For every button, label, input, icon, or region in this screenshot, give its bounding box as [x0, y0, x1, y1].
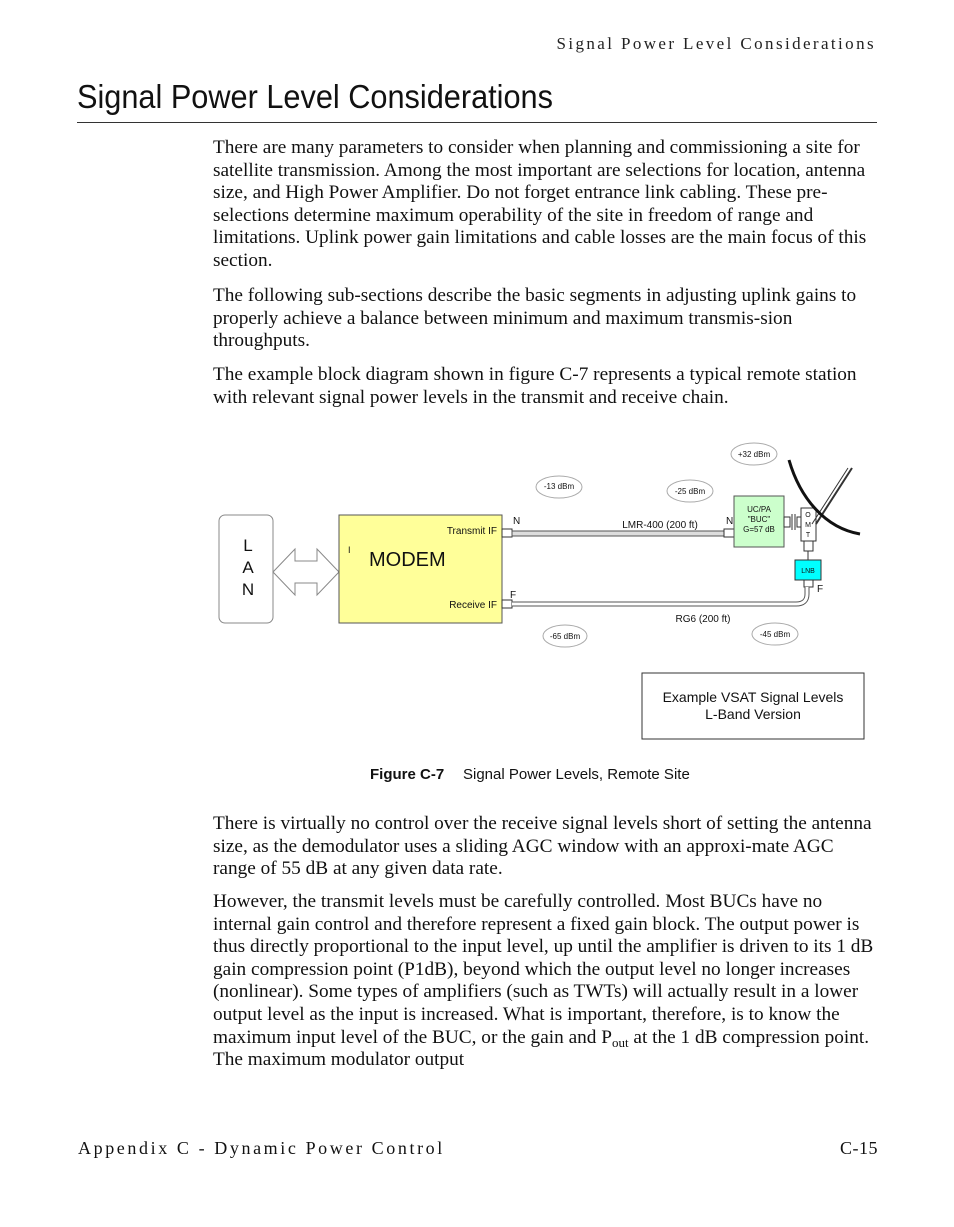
tx-cable-label: LMR-400 (200 ft)	[622, 520, 698, 531]
modem-label: MODEM	[369, 549, 446, 571]
level-lnb-out: -45 dBm	[759, 630, 791, 639]
rx-cable-label: RG6 (200 ft)	[675, 614, 731, 625]
rx-cable-outer	[512, 587, 807, 604]
footer-page-number: C-15	[840, 1138, 878, 1158]
lnb-output-connector	[804, 580, 813, 587]
title-divider	[77, 122, 877, 123]
level-buc-out: +32 dBm	[737, 450, 771, 459]
paragraph-receive-levels: There is virtually no control over the receive signal levels short of setting the antenna size, as the demodulator uses a sliding AGC window with an approxi-mate AGC range of 55 dB at any given data rate.	[213, 813, 872, 880]
omt-flange	[797, 517, 801, 527]
omt-letter-t: T	[805, 532, 811, 539]
figure-caption-text: Signal Power Levels, Remote Site	[463, 766, 690, 783]
omt-port	[804, 541, 813, 551]
transmit-if-label: Transmit IF	[446, 526, 497, 537]
running-header: Signal Power Level Considerations	[556, 34, 876, 53]
buc-label-line2: "BUC"	[747, 515, 771, 524]
tx-cable	[512, 531, 724, 536]
lan-letter-a: A	[242, 558, 254, 577]
level-modem-rx: -65 dBm	[549, 632, 581, 641]
buc-input-connector	[724, 529, 734, 537]
lan-letter-n: N	[241, 580, 255, 599]
lnb-f-connector-label: F	[817, 584, 824, 595]
modem-f-connector-label: F	[510, 590, 517, 601]
rx-cable-inner	[512, 587, 807, 604]
buc-flange	[784, 517, 790, 527]
paragraph-subsections: The following sub-sections describe the basic segments in adjusting uplink gains to properly achieve a balance between minimum and maximum transmis-sion throughputs.	[213, 285, 857, 352]
diagram-canvas	[200, 438, 900, 748]
paragraph-transmit-levels	[213, 891, 878, 1072]
paragraph-transmit-tail: at the 1 dB compression point. The maximum modulator output	[213, 1026, 870, 1071]
footer-chapter: Appendix C - Dynamic Power Control	[78, 1138, 445, 1158]
lan-modem-arrow	[273, 549, 339, 595]
buc-n-connector-label: N	[726, 516, 734, 527]
paragraph-transmit-main: However, the transmit levels must be carefully controlled. Most BUCs have no internal gain control and therefore represent a fixed gain block. The output power is thus directly proportional to the input level, up until the amplifier is driven to its 1 dB gain compression point (P1dB), beyond which the output level no longer increases (nonlinear). Some types of amplifiers (such as TWTs) will actually result in a lower output level as the input is increased. What is important, therefore, is to know the maximum input level of the BUC, or the gain and P	[213, 891, 874, 1048]
level-buc-in: -25 dBm	[674, 487, 706, 496]
feed-arm-edge	[812, 468, 848, 524]
level-modem-tx: -13 dBm	[543, 482, 575, 491]
receive-if-label: Receive IF	[449, 600, 497, 611]
modem-rx-connector	[502, 600, 512, 608]
paragraph-block-diagram-intro: The example block diagram shown in figure C-7 represents a typical remote station with relevant signal power levels in the transmit and receive chain.	[213, 364, 857, 408]
lan-letter-l: L	[243, 536, 253, 555]
paragraph-intro: There are many parameters to consider when planning and commissioning a site for satellite transmission. Among the most important are selections for location, antenna size, and High Power Amplifier. Do not forget entrance link cabling. These pre-selections determine maximum operability of the site in freedom of range and limitations. Uplink power gain limitations and cable losses are the main focus of this section.	[213, 137, 867, 271]
omt-letter-m: M	[805, 522, 811, 529]
legend-line-1: Example VSAT Signal Levels	[662, 689, 844, 705]
buc-label-line3: G=57 dB	[743, 525, 775, 534]
page-title: Signal Power Level Considerations	[77, 78, 553, 115]
signal-levels-diagram	[200, 438, 900, 748]
modem-tx-connector	[502, 529, 512, 537]
pout-subscript: out	[611, 1034, 629, 1050]
lnb-label: LNB	[801, 568, 815, 575]
modem-n-connector-label: N	[513, 516, 521, 527]
buc-label-line1: UC/PA	[747, 505, 771, 514]
modem-cursor-mark: I	[348, 545, 351, 555]
figure-number: Figure C-7	[370, 766, 445, 783]
legend-line-2: L-Band Version	[705, 706, 801, 722]
omt-letter-o: O	[805, 512, 811, 519]
